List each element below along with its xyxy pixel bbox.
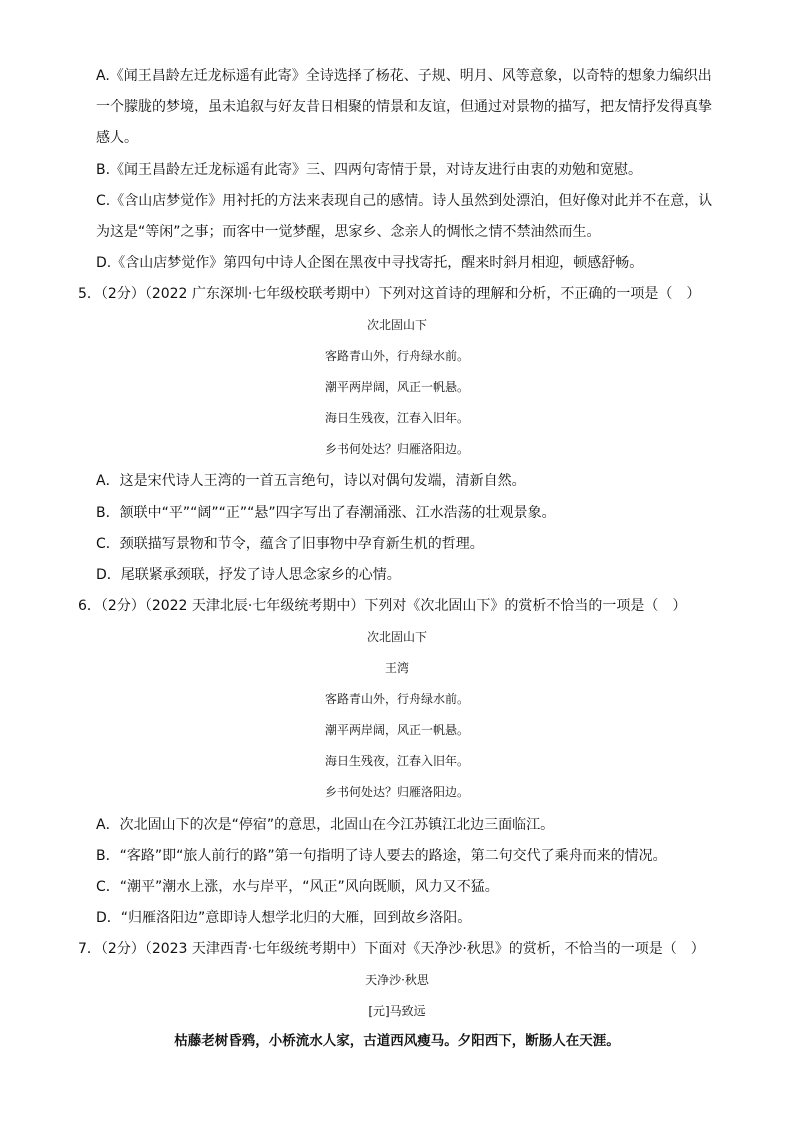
q6-option-c: C．“潮平”潮水上涨，水与岸平，“风正”风向既顺，风力又不猛。 <box>96 879 499 895</box>
q6-poem-author: 王湾 <box>384 661 409 675</box>
q5-option-c: C．颈联描写景物和节令，蕴含了旧事物中孕育新生机的哲理。 <box>96 536 484 552</box>
q4-option-a-line2: 一个朦胧的梦境，虽未追叙与好友昔日相聚的情景和友谊，但通过对景物的描写，把友情抒发得真挚 <box>96 99 712 115</box>
q5-stem: 5．（2分）（2022 广东深圳·七年级校联考期中）下列对这首诗的理解和分析，不正确的一项是（ ） <box>78 286 701 302</box>
q4-option-a-line3: 感人。 <box>96 130 138 146</box>
q6-option-a: A．次北固山下的次是“停宿”的意思，北固山在今江苏镇江北边三面临江。 <box>96 817 555 833</box>
q5-poem-line: 乡书何处达？归雁洛阳边。 <box>324 442 469 456</box>
q4-option-b: B.《闻王昌龄左迁龙标遥有此寄》三、四两句寄情于景，对诗友进行由衷的劝勉和宽慰。 <box>96 162 643 178</box>
q4-option-c-line2: 为这是“等闲”之事；而客中一觉梦醒，思家乡、念亲人的惆怅之情不禁油然而生。 <box>96 224 601 240</box>
q6-stem: 6．（2分）（2022 天津北辰·七年级统考期中）下列对《次北固山下》的赏析不恰当的一项是（ ） <box>78 598 687 614</box>
q7-poem-text: 枯藤老树昏鸦，小桥流水人家，古道西风瘦马。夕阳西下，断肠人在天涯。 <box>174 1033 620 1049</box>
q4-option-c-line1: C.《含山店梦觉作》用衬托的方法来表现自己的感情。诗人虽然到处漂泊，但好像对此并不在意，认 <box>96 193 713 209</box>
q5-poem-line: 客路青山外，行舟绿水前。 <box>324 349 469 363</box>
q6-poem-line: 海日生残夜，江春入旧年。 <box>324 754 469 768</box>
q5-option-d: D．尾联紧承颈联，抒发了诗人思念家乡的心情。 <box>96 567 401 583</box>
q7-poem-author: [元]马致远 <box>368 1004 426 1018</box>
q5-poem-title: 次北固山下 <box>366 318 427 332</box>
q5-poem-line: 海日生残夜，江春入旧年。 <box>324 411 469 425</box>
q4-option-a-line1: A.《闻王昌龄左迁龙标遥有此寄》全诗选择了杨花、子规、明月、风等意象，以奇特的想象力编织出 <box>96 68 712 84</box>
q6-option-b: B．“客路”即“旅人前行的路”第一句指明了诗人要去的路途，第二句交代了乘舟而来的情况。 <box>96 848 667 864</box>
q6-poem-title: 次北固山下 <box>366 630 427 644</box>
q6-poem-line: 潮平两岸阔，风正一帆悬。 <box>324 723 469 737</box>
q5-option-b: B．颔联中“平”“阔”“正”“悬”四字写出了春潮涌涨、江水浩荡的壮观景象。 <box>96 505 556 521</box>
q4-option-d: D.《含山店梦觉作》第四句中诗人企图在黑夜中寻找寄托，醒来时斜月相迎，顿感舒畅。 <box>96 255 644 271</box>
q7-stem: 7．（2分）（2023 天津西青·七年级统考期中）下面对《天净沙·秋思》的赏析，不恰当的一项是（ ） <box>78 941 705 957</box>
q5-option-a: A．这是宋代诗人王湾的一首五言绝句，诗以对偶句发端，清新自然。 <box>96 473 526 489</box>
q6-option-d: D．“归雁洛阳边”意即诗人想学北归的大雁，回到故乡洛阳。 <box>96 910 472 926</box>
q6-poem-line: 客路青山外，行舟绿水前。 <box>324 692 469 706</box>
q5-poem-line: 潮平两岸阔，风正一帆悬。 <box>324 380 469 394</box>
q6-poem-line: 乡书何处达？归雁洛阳边。 <box>324 785 469 799</box>
q7-poem-title: 天净沙·秋思 <box>365 973 429 987</box>
